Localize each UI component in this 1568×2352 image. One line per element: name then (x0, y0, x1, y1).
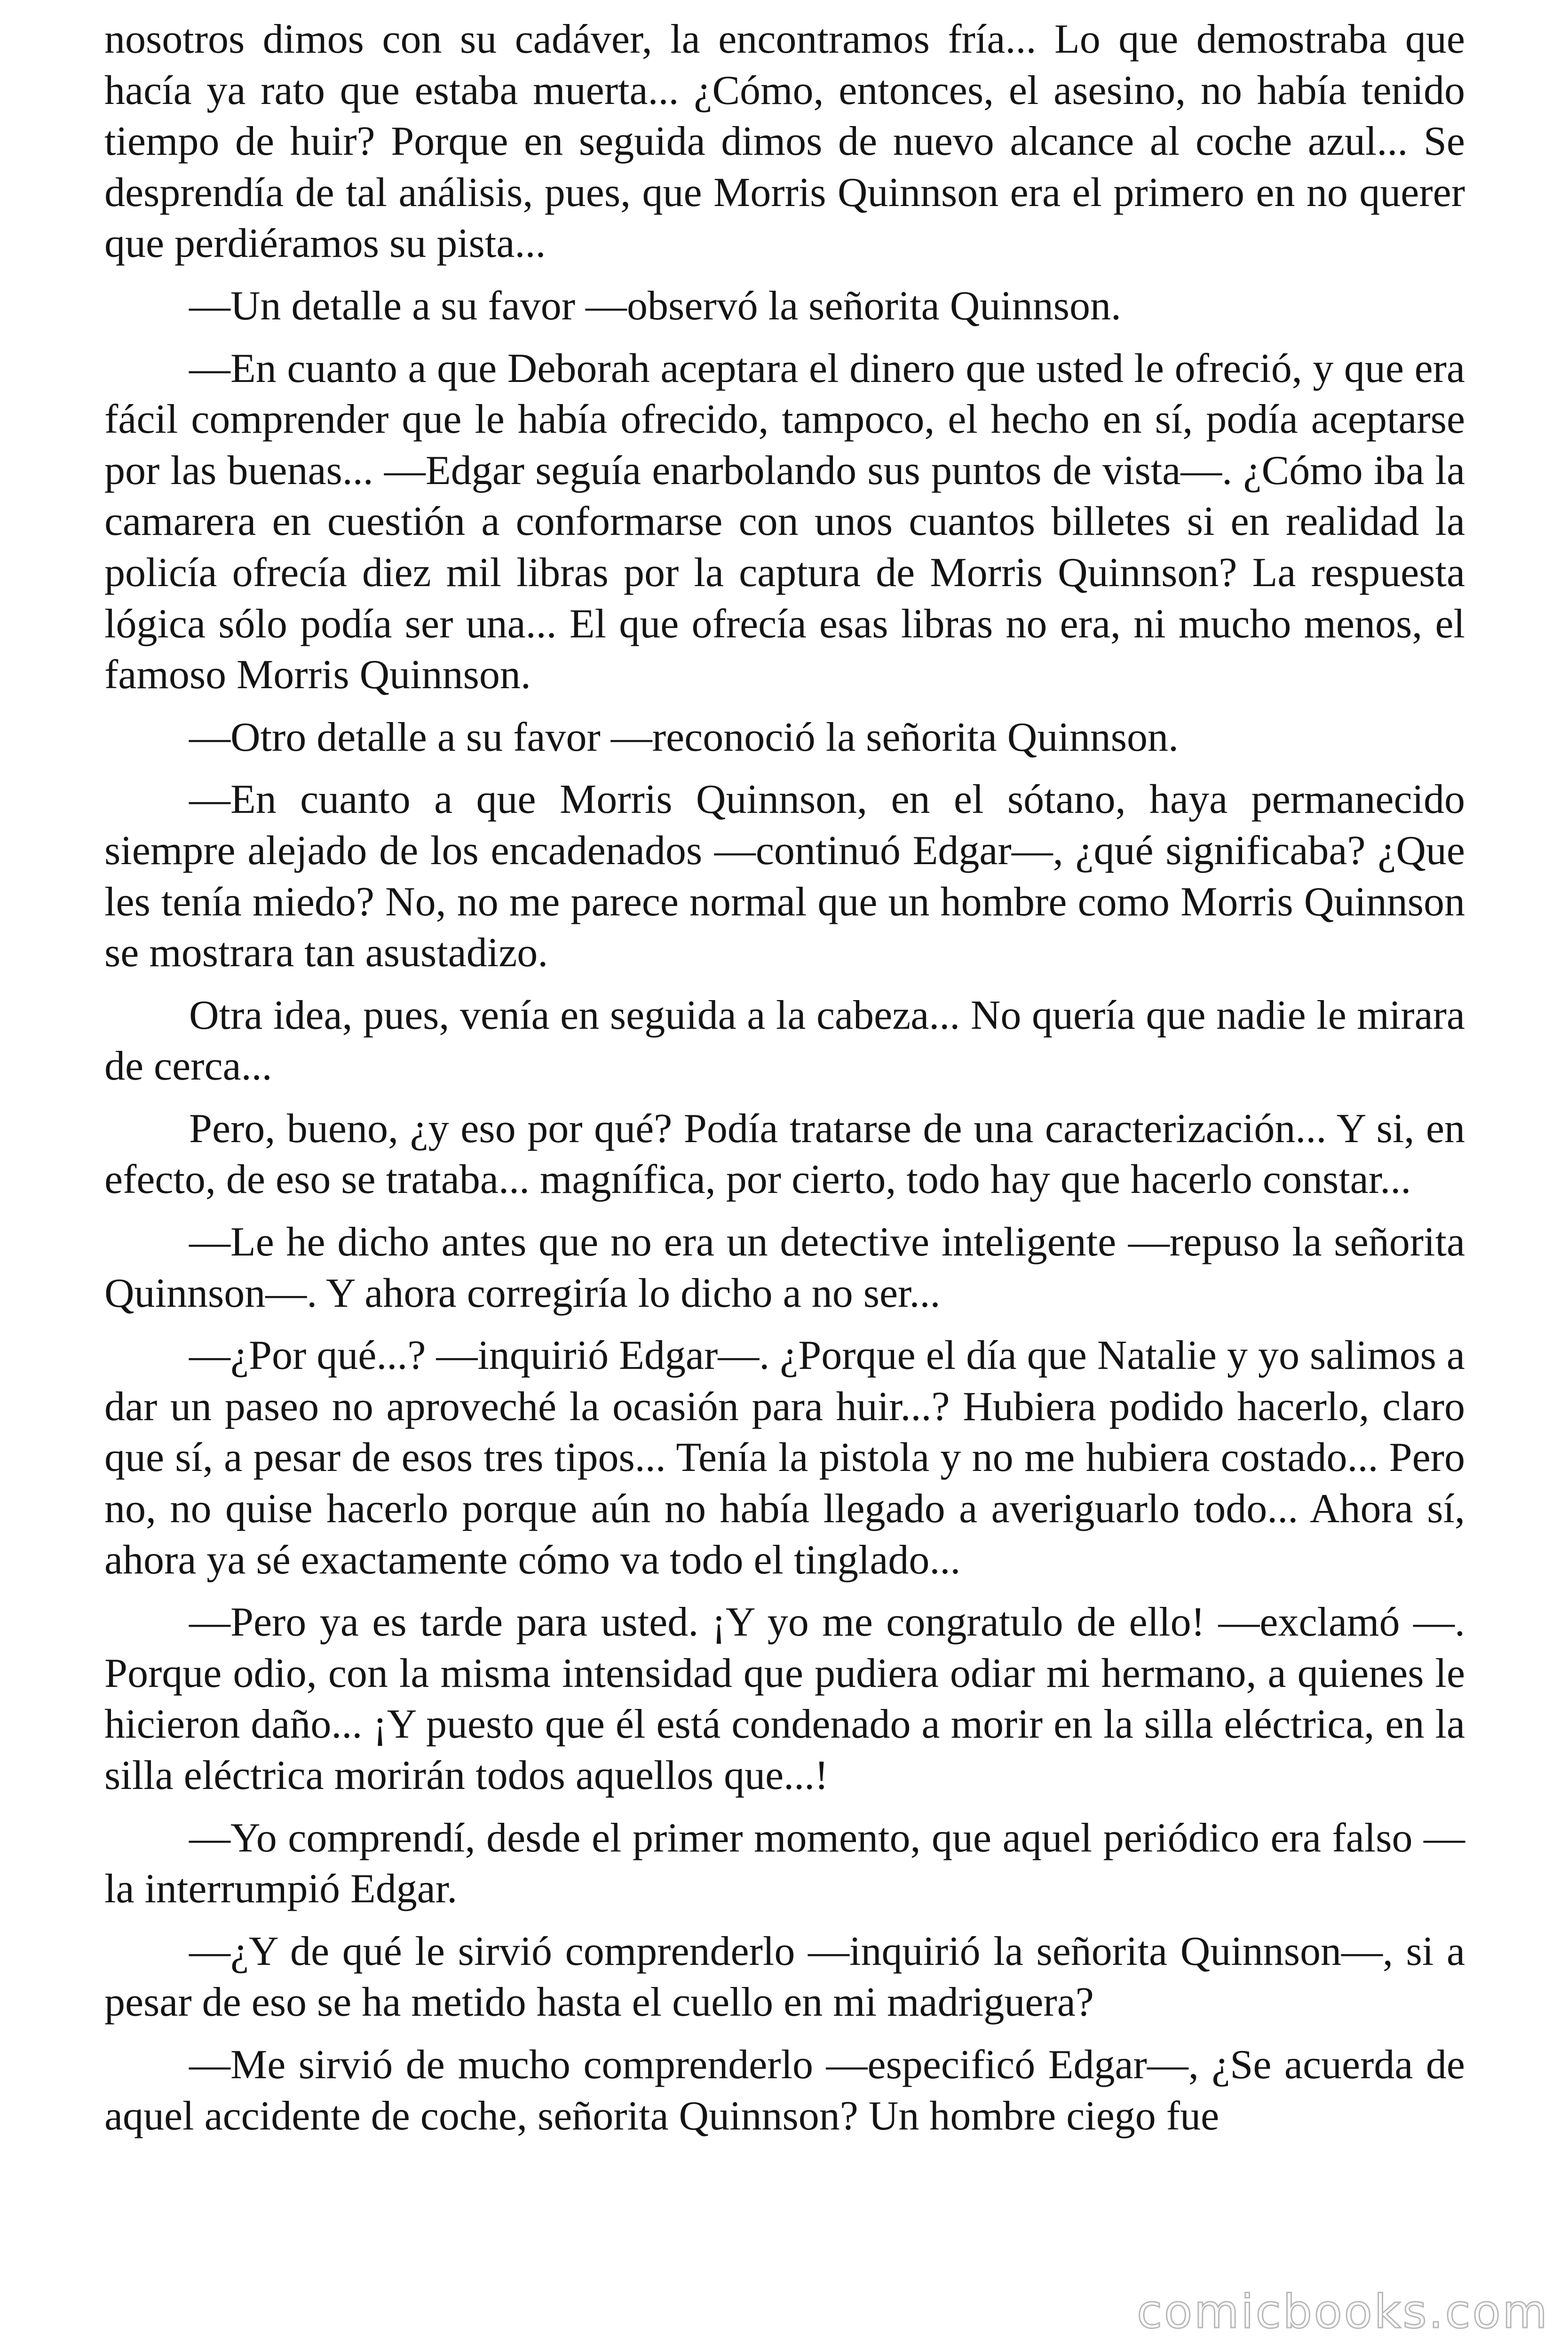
watermark: comicbooks.com (1137, 2285, 1549, 2339)
paragraph: —En cuanto a que Morris Quinnson, en el sótano, haya permanecido siempre alejado de los encadenados —continuó Edgar—, ¿qué significaba? ¿Que les tenía miedo? No, no me parece normal que un hombre como Morris Quinnson se mostrara tan asustadizo. (104, 777, 1465, 976)
paragraph: nosotros dimos con su cadáver, la encontramos fría... Lo que demostraba que hacía ya rato que estaba muerta... ¿Cómo, entonces, el asesino, no había tenido tiempo de huir? Porque en seguida dimos de nuevo alcance al coche azul... Se desprendía de tal análisis, pues, que Morris Quinnson era el primero en no querer que perdiéramos su pista... (104, 16, 1465, 267)
paragraph: —En cuanto a que Deborah aceptara el dinero que usted le ofreció, y que era fácil comprender que le había ofrecido, tampoco, el hecho en sí, podía aceptarse por las buenas... —Edgar seguía enarbolando sus puntos de vista—. ¿Cómo iba la camarera en cuestión a conformarse con unos cuantos billetes si en realidad la policía ofrecía diez mil libras por la captura de Morris Quinnson? La respuesta lógica sólo podía ser una... El que ofrecía esas libras no era, ni mucho menos, el famoso Morris Quinnson. (104, 345, 1465, 698)
book-page (104, 14, 1465, 2153)
paragraph: —Yo comprendí, desde el primer momento, que aquel periódico era falso — la interrumpió Edgar. (104, 1815, 1465, 1912)
paragraph: —Un detalle a su favor —observó la señorita Quinnson. (189, 283, 1121, 329)
paragraph: —¿Por qué...? —inquirió Edgar—. ¿Porque el día que Natalie y yo salimos a dar un paseo no aproveché la ocasión para huir...? Hubiera podido hacerlo, claro que sí, a pesar de esos tres tipos... Tenía la pistola y no me hubiera costado... Pero no, no quise hacerlo porque aún no había llegado a averiguarlo todo... Ahora sí, ahora ya sé exactamente cómo va todo el tinglado... (104, 1333, 1465, 1583)
paragraph: Otra idea, pues, venía en seguida a la cabeza... No quería que nadie le mirara de cerca... (104, 992, 1465, 1089)
paragraph: —Pero ya es tarde para usted. ¡Y yo me congratulo de ello! —exclamó —. Porque odio, con la misma intensidad que pudiera odiar mi hermano, a quienes le hicieron daño... ¡Y puesto que él está condenado a morir en la silla eléctrica, en la silla eléctrica morirán todos aquellos que...! (104, 1599, 1465, 1798)
paragraph: —¿Y de qué le sirvió comprenderlo —inquirió la señorita Quinnson—, si a pesar de eso se ha metido hasta el cuello en mi madriguera? (104, 1928, 1465, 2026)
paragraph: —Me sirvió de mucho comprenderlo —especificó Edgar—, ¿Se acuerda de aquel accidente de coche, señorita Quinnson? Un hombre ciego fue (104, 2042, 1465, 2139)
paragraph: Pero, bueno, ¿y eso por qué? Podía tratarse de una caracterización... Y si, en efecto, de eso se trataba... magnífica, por cierto, todo hay que hacerlo constar... (104, 1105, 1465, 1203)
paragraph: —Otro detalle a su favor —reconoció la señorita Quinnson. (189, 714, 1179, 760)
paragraph: —Le he dicho antes que no era un detective inteligente —repuso la señorita Quinnson—. Y ahora corregiría lo dicho a no ser... (104, 1219, 1465, 1316)
